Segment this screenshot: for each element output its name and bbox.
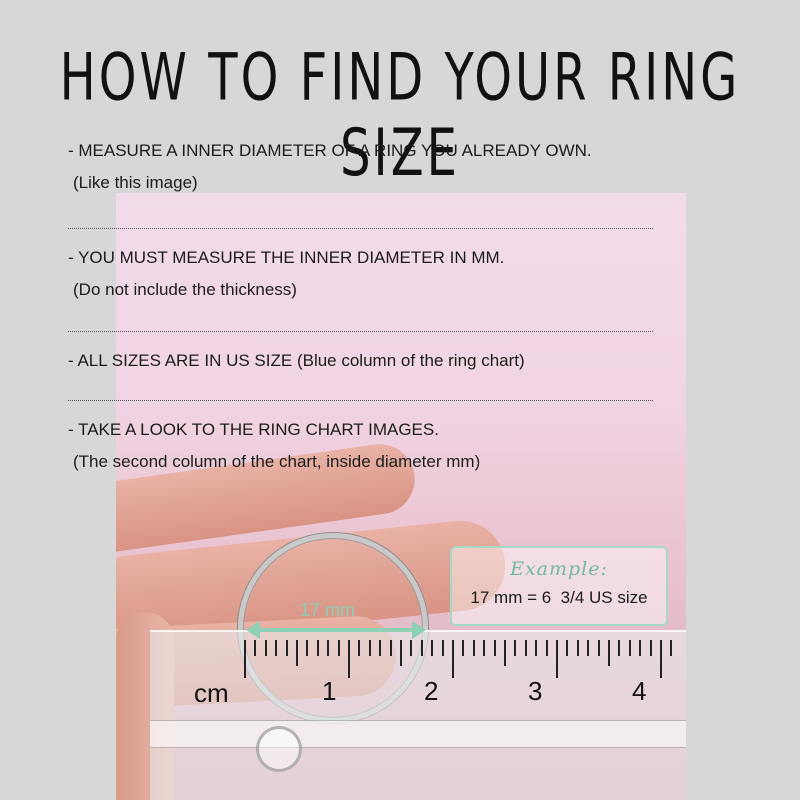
ruler-tick	[431, 640, 433, 656]
ruler-tick	[608, 640, 610, 666]
instruction-sub: (Do not include the thickness)	[73, 280, 297, 299]
ruler-tick	[358, 640, 360, 656]
ruler-tick	[514, 640, 516, 656]
ruler-tick	[598, 640, 600, 656]
example-box	[450, 546, 668, 626]
ruler-tick	[535, 640, 537, 656]
ruler-number-4: 4	[632, 676, 647, 706]
ruler-tick	[410, 640, 412, 656]
instruction-item	[68, 332, 658, 400]
ruler-tick	[629, 640, 631, 656]
ruler-tick	[504, 640, 506, 666]
ruler-tick	[566, 640, 568, 656]
ruler-tick	[379, 640, 381, 656]
ruler-tick	[275, 640, 277, 656]
ruler-tick	[390, 640, 392, 656]
ruler-tick	[306, 640, 308, 656]
measurement-label: 17 mm	[300, 600, 356, 620]
ruler-hole	[256, 726, 302, 772]
ruler-tick	[483, 640, 485, 656]
ruler-tick	[369, 640, 371, 656]
page-title: HOW TO FIND YOUR RING SIZE	[59, 40, 741, 192]
instruction-item	[68, 229, 658, 331]
ruler-tick	[494, 640, 496, 656]
ruler-tick	[317, 640, 319, 656]
ruler-tick	[254, 640, 256, 656]
ruler-tick	[462, 640, 464, 656]
ruler-tick	[338, 640, 340, 656]
example-title: Example:	[510, 558, 608, 580]
instruction-item	[68, 142, 658, 228]
ruler-tick	[525, 640, 527, 656]
instruction-sub: (Like this image)	[73, 173, 198, 192]
ruler-tick	[327, 640, 329, 656]
ruler-tick	[650, 640, 652, 656]
ruler-tick	[296, 640, 298, 666]
ruler-unit-label: cm	[194, 678, 229, 708]
ruler-tick	[421, 640, 423, 656]
example-text: 17 mm = 6 3/4 US size	[470, 588, 648, 607]
ruler-number-3: 3	[528, 676, 543, 706]
ruler-tick	[660, 640, 662, 678]
ruler-tick	[670, 640, 672, 656]
ruler-tick	[286, 640, 288, 656]
instruction-item	[68, 401, 658, 491]
ruler-tick	[556, 640, 558, 678]
ruler-number-2: 2	[424, 676, 439, 706]
instruction-sub: (The second column of the chart, inside diameter mm)	[73, 452, 481, 471]
instruction-main: - MEASURE A INNER DIAMETER OF A RING YOU ALREADY OWN.	[68, 141, 592, 160]
ruler-tick	[587, 640, 589, 656]
ruler-number-1: 1	[322, 676, 337, 706]
instruction-main: - YOU MUST MEASURE THE INNER DIAMETER IN MM.	[68, 248, 505, 267]
instruction-main: - TAKE A LOOK TO THE RING CHART IMAGES.	[68, 420, 439, 439]
ruler-tick	[400, 640, 402, 666]
ruler-tick	[639, 640, 641, 656]
ruler-tick	[473, 640, 475, 656]
double-arrow-icon	[246, 620, 426, 640]
ruler-tick	[244, 640, 246, 678]
ruler	[150, 630, 686, 800]
ruler-tick	[546, 640, 548, 656]
ruler-tick	[452, 640, 454, 678]
instruction-list	[68, 142, 658, 491]
ruler-tick	[577, 640, 579, 656]
instruction-main: - ALL SIZES ARE IN US SIZE (Blue column of the ring chart)	[68, 351, 525, 370]
ruler-tick	[348, 640, 350, 678]
ruler-tick	[442, 640, 444, 656]
ruler-edge	[150, 720, 686, 748]
ruler-tick	[618, 640, 620, 656]
ruler-tick	[265, 640, 267, 656]
